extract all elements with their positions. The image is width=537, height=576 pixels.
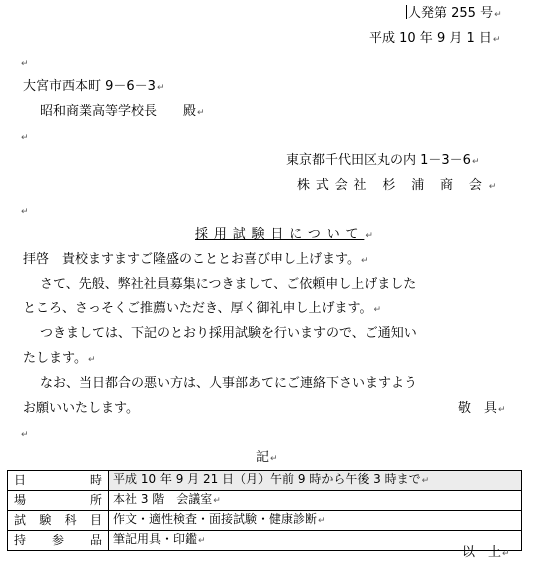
body-line-5: たします。↵	[23, 351, 96, 366]
sender-address-line: 東京都千代田区丸の内 1－3－6↵	[286, 153, 480, 168]
date-line: 平成 10 年 9 月 1 日↵	[369, 31, 501, 46]
body-line-6	[40, 376, 417, 392]
row-value-subjects: 作文・適性検査・面接試験・健康診断↵	[109, 511, 522, 531]
recipient-address: 大宮市西本町 9－6－3	[23, 79, 156, 94]
body-text-3: ところ、さっそくご推薦いただき、厚く御礼申し上げます。	[23, 301, 373, 316]
ki: 記	[256, 450, 270, 465]
recipient-name: 昭和商業高等学校長	[40, 104, 158, 119]
body-line-2	[40, 277, 416, 293]
table-row	[8, 491, 522, 511]
place-value: 本社 3 階 会議室	[113, 492, 213, 506]
date: 平成 10 年 9 月 1 日	[369, 31, 492, 46]
doc-number-line: 人発第 255 号↵	[408, 6, 502, 21]
body-line-7	[23, 401, 139, 417]
body-line-4	[40, 326, 417, 342]
row-label-place: 場所	[8, 491, 109, 511]
sender-company: 株式会社 杉 浦 商 会	[297, 178, 488, 193]
closing-line: 敬 具↵	[458, 401, 506, 416]
subject-line: 採用試験日について↵	[195, 227, 373, 242]
table-row	[8, 471, 522, 491]
subjects-value: 作文・適性検査・面接試験・健康診断	[113, 512, 318, 526]
recipient-name-line: 昭和商業高等学校長 殿↵	[40, 104, 205, 119]
body-line-1: 拝啓 貴校ますますご隆盛のこととお喜び申し上げます。↵	[23, 252, 369, 267]
ending-line: 以 上↵	[462, 545, 510, 560]
body-text-7: お願いいたします。	[23, 401, 139, 416]
blank-line: ↵	[21, 430, 29, 440]
details-table	[7, 470, 522, 551]
row-label-items: 持参品	[8, 531, 109, 551]
sender-company-line: 株式会社 杉 浦 商 会↵	[297, 178, 497, 193]
row-value-datetime: 平成 10 年 9 月 21 日（月）午前 9 時から午後 3 時まで↵	[109, 471, 522, 491]
recipient-honorific: 殿	[183, 104, 197, 119]
blank-line: ↵	[21, 207, 29, 217]
body-line-3: ところ、さっそくご推薦いただき、厚く御礼申し上げます。↵	[23, 301, 381, 316]
body-text-2: さて、先般、弊社社員募集につきまして、ご依頼申し上げました	[40, 277, 417, 292]
blank-line: ↵	[21, 133, 29, 143]
body-text-6: なお、当日都合の悪い方は、人事部あてにご連絡下さいますよう	[40, 376, 418, 391]
closing: 敬 具	[458, 401, 498, 416]
body-text-1: 拝啓 貴校ますますご隆盛のこととお喜び申し上げます。	[23, 252, 360, 267]
text-cursor	[406, 5, 407, 19]
ki-line: 記↵	[256, 450, 278, 465]
sender-address: 東京都千代田区丸の内 1－3－6	[286, 153, 471, 168]
row-label-subjects: 試験科目	[8, 511, 109, 531]
datetime-value: 平成 10 年 9 月 21 日（月）午前 9 時から午後 3 時まで	[113, 472, 421, 486]
subject: 採用試験日について	[195, 227, 365, 242]
body-text-5: たします。	[23, 351, 87, 366]
doc-number: 人発第 255 号	[408, 6, 494, 21]
row-value-items: 筆記用具・印鑑↵	[109, 531, 522, 551]
row-value-place: 本社 3 階 会議室↵	[109, 491, 522, 511]
body-text-4: つきましては、下記のとおり採用試験を行いますので、ご通知い	[40, 326, 417, 341]
table-row	[8, 531, 522, 551]
recipient-address-line: 大宮市西本町 9－6－3↵	[23, 79, 165, 94]
ending: 以 上	[462, 545, 502, 560]
blank-line: ↵	[21, 59, 29, 69]
table-row	[8, 511, 522, 531]
items-value: 筆記用具・印鑑	[113, 532, 198, 546]
row-label-datetime: 日時	[8, 471, 109, 491]
